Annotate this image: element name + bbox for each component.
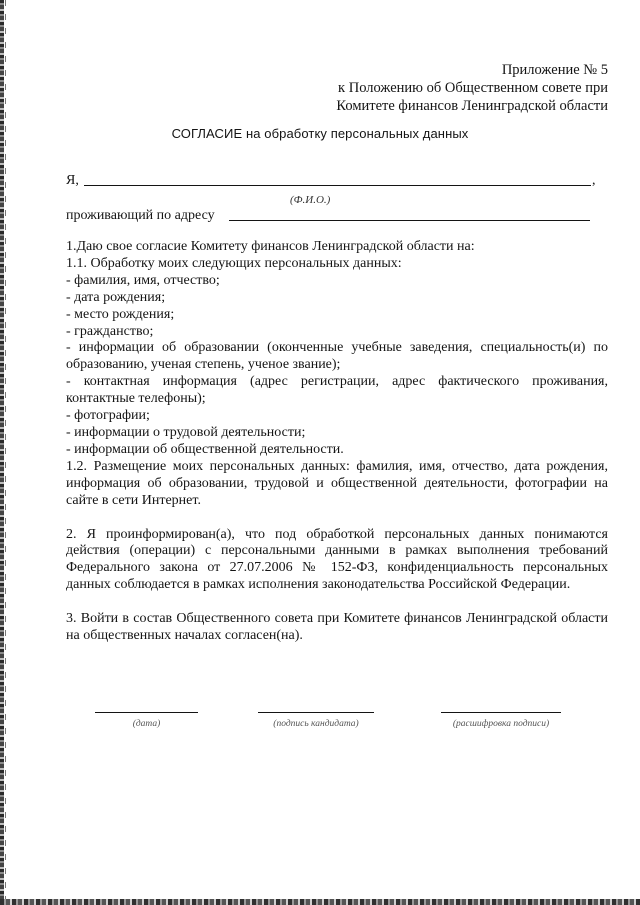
- clause-2: 2. Я проинформирован(а), что под обработкой персональных данных понимаются действия (операции) с персональными данными в рамках выполнения требований Федерального закона от 27.07.2006 № 152-ФЗ, конфиденциальность персональных данных соблюдается в рамках исполнения законодательства Российской Федерации.: [66, 526, 608, 593]
- date-line[interactable]: [95, 712, 198, 713]
- clause-1: 1.Даю свое согласие Комитету финансов Ленинградской области на:: [66, 239, 475, 254]
- list-item: - место рождения;: [66, 306, 175, 322]
- clause-1-2: 1.2. Размещение моих персональных данных: фамилия, имя, отчество, дата рождения, информация об образовании, трудовой и общественной деятельности, фотографии на сайте в сети Интернет.: [66, 458, 608, 508]
- list-item: - фамилия, имя, отчество;: [66, 272, 220, 288]
- appendix-header: [336, 61, 608, 115]
- list-item: - гражданство;: [66, 323, 154, 339]
- decode-line[interactable]: [441, 712, 561, 713]
- ya-label: Я,: [66, 173, 79, 188]
- clause-1-1: 1.1. Обработку моих следующих персональных данных:: [66, 255, 402, 271]
- address-underline[interactable]: [229, 220, 590, 221]
- address-label: проживающий по адресу: [66, 208, 215, 223]
- fio-underline[interactable]: [84, 185, 591, 186]
- scan-edge-bottom: [0, 899, 640, 905]
- list-item: - информации об общественной деятельности.: [66, 441, 344, 457]
- consent-body: [66, 239, 608, 645]
- appendix-number: Приложение № 5: [501, 62, 608, 78]
- list-item: - информации о трудовой деятельности;: [66, 424, 306, 440]
- decode-caption: (расшифровка подписи): [452, 719, 550, 729]
- fio-comma: ,: [592, 173, 596, 188]
- list-item: - дата рождения;: [66, 289, 166, 305]
- appendix-committee: Комитете финансов Ленинградской области: [336, 98, 608, 114]
- date-caption: (дата): [132, 719, 161, 729]
- list-item: - контактная информация (адрес регистрации, адрес фактического проживания, контактные телефоны);: [66, 374, 608, 407]
- clause-3: 3. Войти в состав Общественного совета при Комитете финансов Ленинградской области на общественных началах согласен(на).: [66, 611, 608, 644]
- fio-caption: (Ф.И.О.): [290, 194, 331, 206]
- document-title: СОГЛАСИЕ на обработку персональных данных: [171, 126, 469, 141]
- signature-caption: (подпись кандидата): [273, 719, 359, 729]
- signature-line[interactable]: [258, 712, 374, 713]
- list-item: - фотографии;: [66, 408, 150, 424]
- appendix-reference: к Положению об Общественном совете при: [338, 80, 608, 96]
- list-item: - информации об образовании (оконченные учебные заведения, специальность(и) по образованию, ученая степень, ученое звание);: [66, 340, 608, 373]
